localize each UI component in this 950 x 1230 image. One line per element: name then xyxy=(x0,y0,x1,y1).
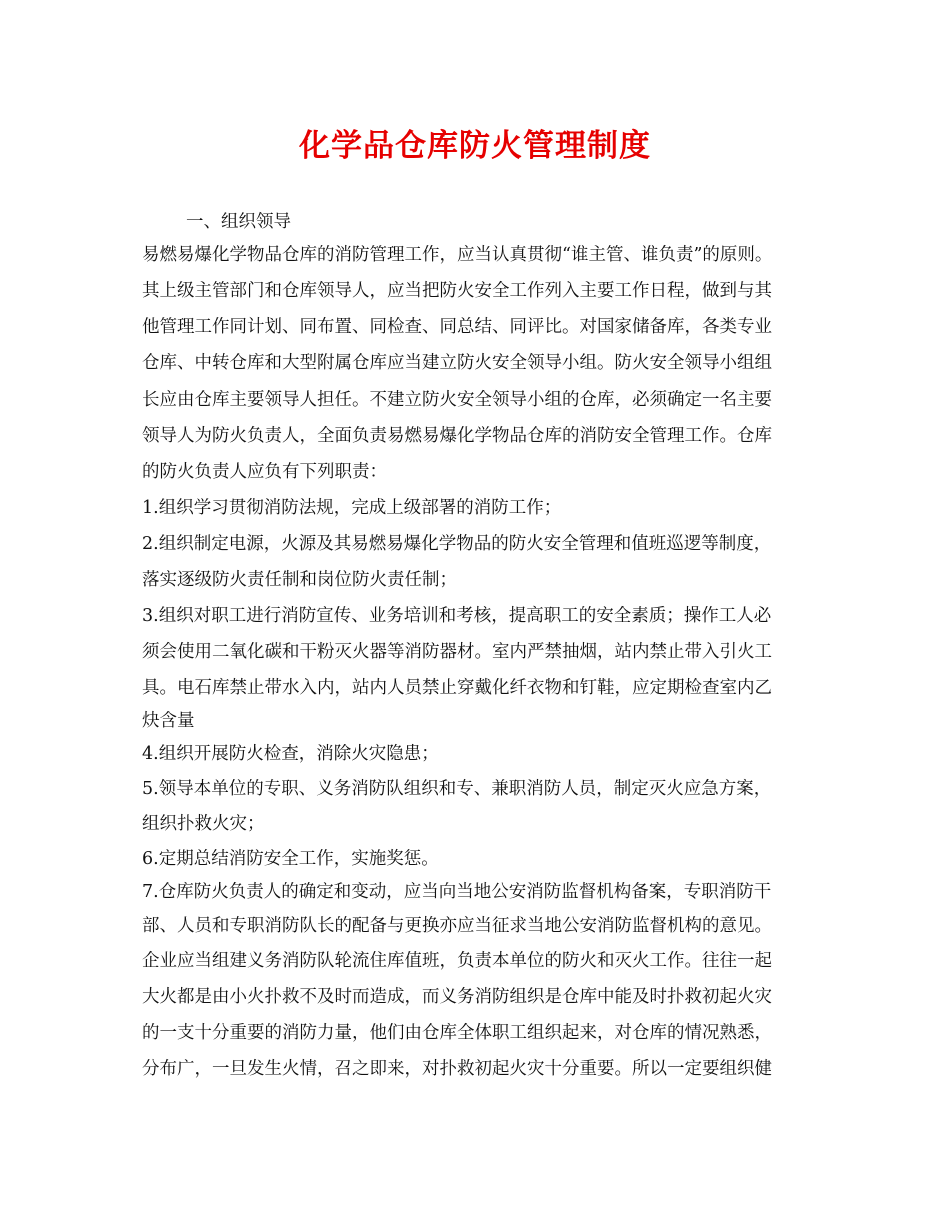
body-line: 分布广，一旦发生火情，召之即来，对扑救初起火灾十分重要。所以一定要组织健 xyxy=(142,1059,772,1079)
body-line: 其上级主管部门和仓库领导人，应当把防火安全工作列入主要工作日程，做到与其 xyxy=(142,281,772,301)
list-item-7: 7.仓库防火负责人的确定和变动，应当向当地公安消防监督机构备案，专职消防干 xyxy=(142,882,772,902)
body-line: 仓库、中转仓库和大型附属仓库应当建立防火安全领导小组。防火安全领导小组组 xyxy=(142,353,772,373)
list-item-3-cont: 炔含量 xyxy=(142,711,195,731)
section-heading: 一、组织领导 xyxy=(186,212,291,232)
body-line: 大火都是由小火扑救不及时而造成，而义务消防组织是仓库中能及时扑救初起火灾 xyxy=(142,987,772,1007)
list-item-3-cont: 须会使用二氧化碳和干粉灭火器等消防器材。室内严禁抽烟，站内禁止带入引火工 xyxy=(142,642,772,662)
body-line: 易燃易爆化学物品仓库的消防管理工作，应当认真贯彻“谁主管、谁负责”的原则。 xyxy=(142,245,773,265)
list-item-6: 6.定期总结消防安全工作，实施奖惩。 xyxy=(142,849,439,869)
body-line: 领导人为防火负责人，全面负责易燃易爆化学物品仓库的消防安全管理工作。仓库 xyxy=(142,426,772,446)
list-item-2-cont: 落实逐级防火责任制和岗位防火责任制； xyxy=(142,570,457,590)
document-title: 化学品仓库防火管理制度 xyxy=(299,128,651,164)
body-line: 企业应当组建义务消防队轮流住库值班，负责本单位的防火和灭火工作。往往一起 xyxy=(142,951,772,971)
body-line: 的一支十分重要的消防力量，他们由仓库全体职工组织起来，对仓库的情况熟悉， xyxy=(142,1023,772,1043)
body-line: 长应由仓库主要领导人担任。不建立防火安全领导小组的仓库，必须确定一名主要 xyxy=(142,390,772,410)
list-item-5-cont: 组织扑救火灾； xyxy=(142,814,265,834)
list-item-5: 5.领导本单位的专职、义务消防队组织和专、兼职消防人员，制定灭火应急方案， xyxy=(142,779,772,799)
list-item-3-cont: 具。电石库禁止带水入内，站内人员禁止穿戴化纤衣物和钉鞋，应定期检查室内乙 xyxy=(142,678,772,698)
list-item-3: 3.组织对职工进行消防宣传、业务培训和考核，提高职工的安全素质；操作工人必 xyxy=(142,606,772,626)
list-item-4: 4.组织开展防火检查，消除火灾隐患； xyxy=(142,744,439,764)
list-item-1: 1.组织学习贯彻消防法规，完成上级部署的消防工作； xyxy=(142,498,562,518)
body-line: 他管理工作同计划、同布置、同检查、同总结、同评比。对国家储备库，各类专业 xyxy=(142,317,772,337)
body-line: 的防火负责人应负有下列职责： xyxy=(142,462,387,482)
list-item-7-cont: 部、人员和专职消防队长的配备与更换亦应当征求当地公安消防监督机构的意见。 xyxy=(142,916,772,936)
list-item-2: 2.组织制定电源，火源及其易燃易爆化学物品的防火安全管理和值班巡逻等制度， xyxy=(142,534,772,554)
